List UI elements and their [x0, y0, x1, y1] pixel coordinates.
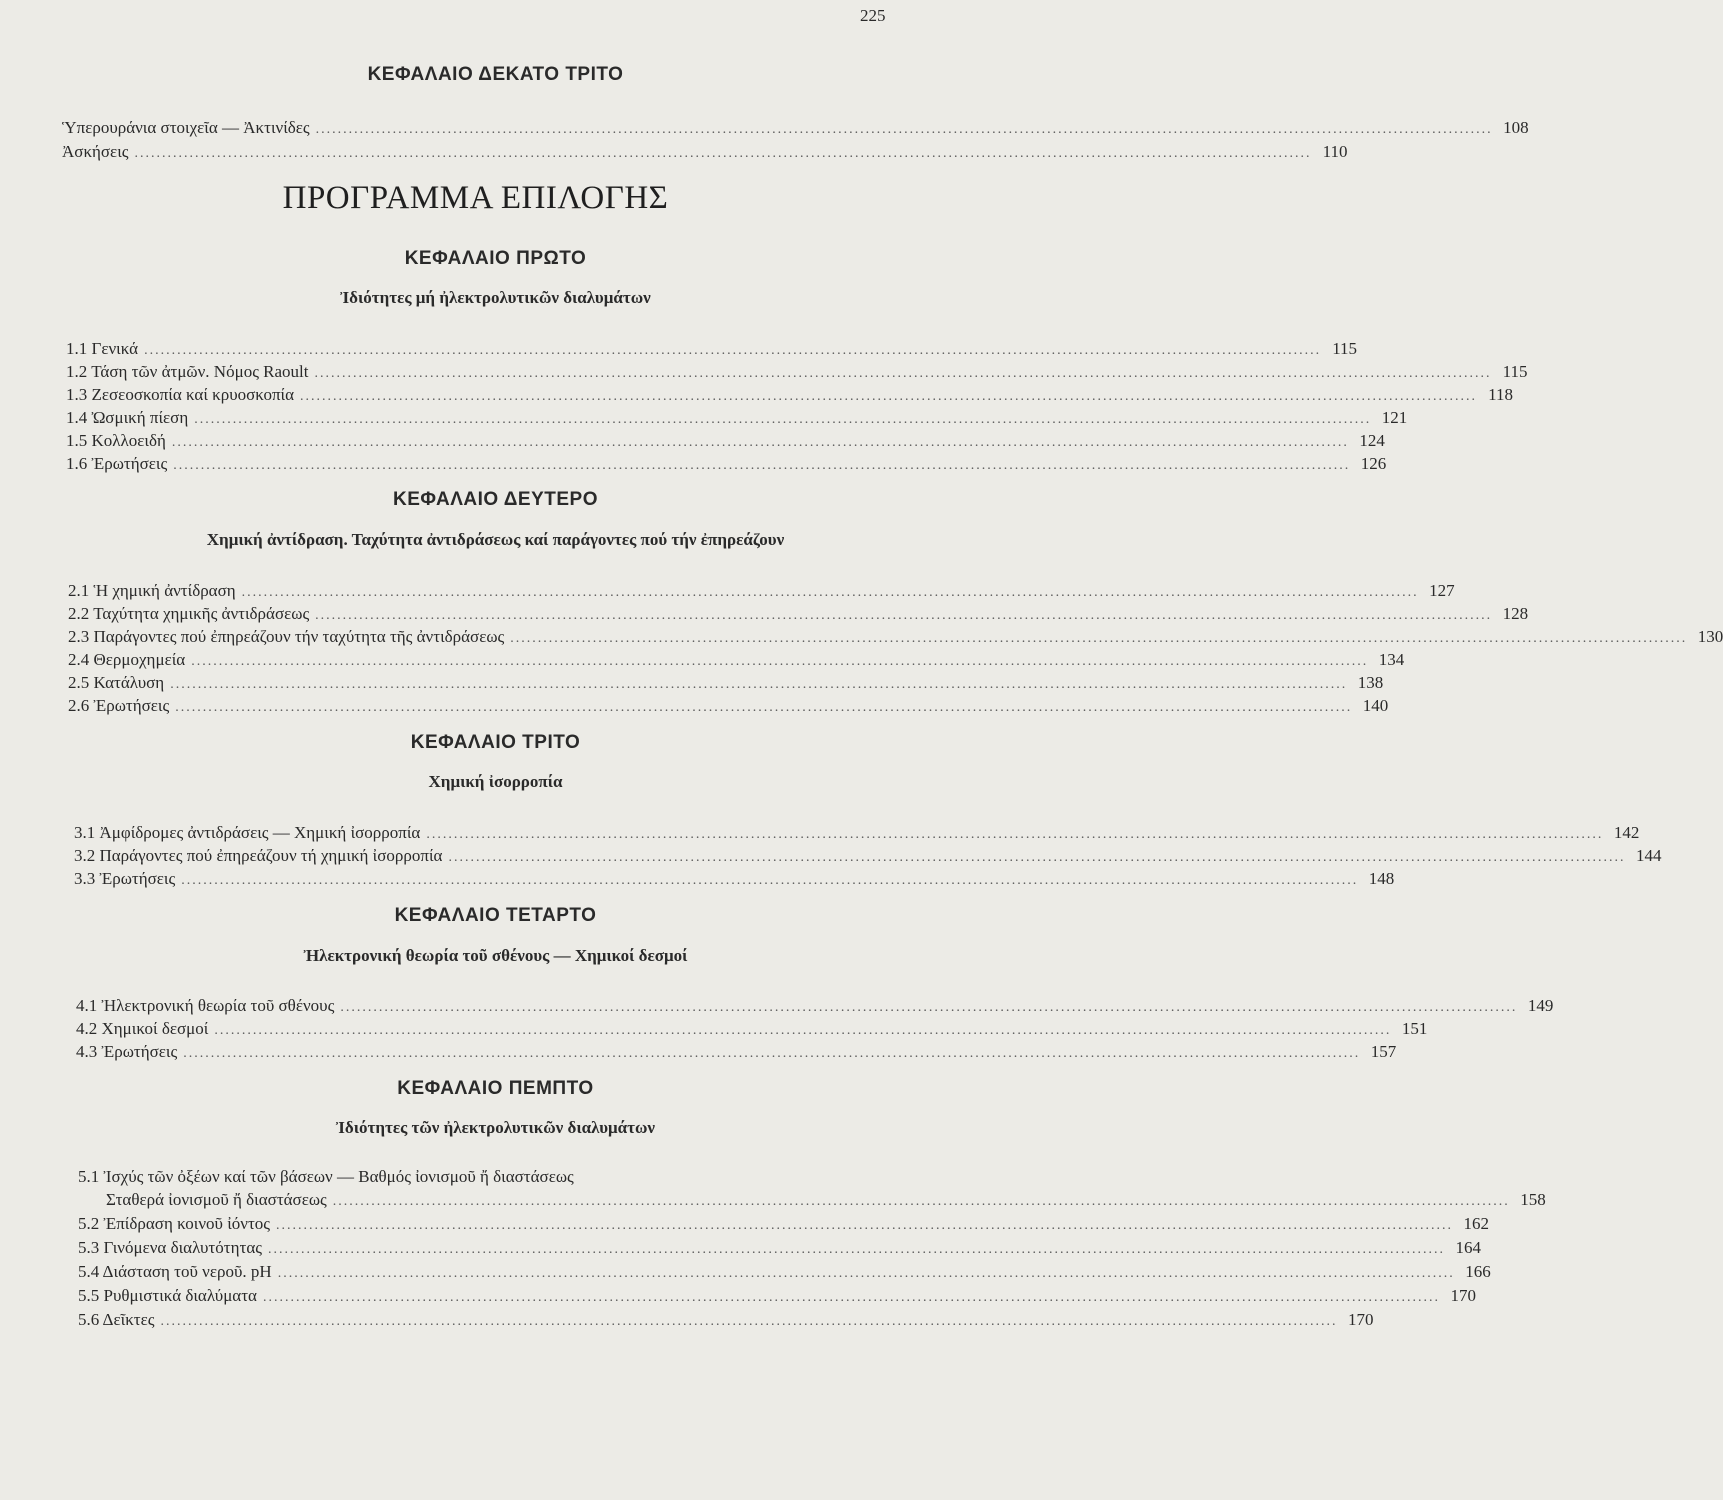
dot-leader: ......................................................................................................................................................................................................................: [332, 1194, 1510, 1209]
toc-entry[interactable]: [66, 430, 1385, 452]
ch5-title: Ἰδιότητες τῶν ἠλεκτρολυτικῶν διαλυμάτων: [336, 1118, 655, 1137]
toc-entry[interactable]: [68, 626, 1723, 648]
toc-entry[interactable]: [66, 453, 1387, 475]
toc-entry[interactable]: [68, 603, 1529, 625]
toc-entry-page: 162: [1463, 1214, 1490, 1233]
toc-entry-label: 1.6 Ἐρωτήσεις: [66, 454, 168, 473]
toc-entry[interactable]: [68, 695, 1389, 717]
dot-leader: ......................................................................................................................................................................................................................: [214, 1023, 1392, 1038]
toc-entry[interactable]: [78, 1237, 1481, 1259]
toc-entry-page: 121: [1381, 408, 1408, 427]
toc-entry-page: 126: [1360, 454, 1387, 473]
toc-entry-label: 1.2 Τάση τῶν ἀτμῶν. Νόμος Raoult: [66, 362, 309, 381]
toc-entry-label: 5.5 Ρυθμιστικά διαλύματα: [78, 1286, 257, 1305]
toc-entry-page: 108: [1503, 118, 1529, 137]
dot-leader: ......................................................................................................................................................................................................................: [314, 366, 1492, 381]
toc-entry-label: 2.4 Θερμοχημεία: [68, 650, 186, 669]
toc-entry-label: 2.2 Ταχύτητα χημικῆς ἀντιδράσεως: [68, 604, 310, 623]
toc-entry-page: 149: [1527, 996, 1554, 1015]
dot-leader: ......................................................................................................................................................................................................................: [267, 1242, 1445, 1257]
toc-entry[interactable]: [78, 1285, 1476, 1307]
dot-leader: ......................................................................................................................................................................................................................: [183, 1046, 1361, 1061]
dot-leader: ......................................................................................................................................................................................................................: [448, 850, 1626, 865]
toc-entry-page: 115: [1332, 339, 1358, 358]
toc-entry[interactable]: [66, 384, 1514, 406]
toc-entry[interactable]: [66, 338, 1358, 360]
dot-leader: ......................................................................................................................................................................................................................: [175, 700, 1353, 715]
ch3-title: Χημική ἰσορροπία: [428, 772, 563, 791]
ch1-title: Ἰδιότητες μή ἠλεκτρολυτικῶν διαλυμάτων: [340, 288, 651, 307]
toc-entry-page: 110: [1322, 142, 1348, 161]
toc-entry-page: 170: [1347, 1310, 1374, 1329]
toc-entry[interactable]: [76, 1041, 1397, 1063]
toc-entry-label: 1.3 Ζεσεοσκοπία καί κρυοσκοπία: [66, 385, 295, 404]
toc-entry-label: 2.1 Ἡ χημική ἀντίδραση: [68, 581, 236, 600]
ch5-heading: ΚΕΦΑΛΑΙΟ ΠΕΜΠΤΟ: [397, 1078, 594, 1099]
toc-entry-label: 1.1 Γενικά: [66, 339, 139, 358]
toc-entry-label: 3.1 Ἀμφίδρομες ἀντιδράσεις — Χημική ἰσορροπία: [74, 823, 421, 842]
toc-entry-page: 151: [1401, 1019, 1428, 1038]
toc-entry-page: 124: [1359, 431, 1385, 450]
toc-entry[interactable]: [62, 141, 1348, 163]
toc-entry[interactable]: [76, 1018, 1428, 1040]
toc-entry-label: 4.1 Ἠλεκτρονική θεωρία τοῦ σθένους: [76, 996, 335, 1015]
toc-entry-label-line1: 5.1 Ἰσχύς τῶν ὀξέων καί τῶν βάσεων — Βαθμός ἰονισμοῦ ἤ διαστάσεως: [78, 1167, 574, 1186]
dot-leader: ......................................................................................................................................................................................................................: [144, 343, 1322, 358]
toc-entry[interactable]: [106, 1189, 1546, 1211]
toc-entry[interactable]: [68, 649, 1405, 671]
toc-entry-page: 157: [1370, 1042, 1397, 1061]
toc-entry-page: 134: [1378, 650, 1405, 669]
ch2-title: Χημική ἀντίδραση. Ταχύτητα ἀντιδράσεως καί παράγοντες πού τήν ἐπηρεάζουν: [206, 530, 785, 549]
dot-leader: ......................................................................................................................................................................................................................: [300, 389, 1478, 404]
dot-leader: ......................................................................................................................................................................................................................: [315, 122, 1493, 137]
ch4-heading: ΚΕΦΑΛΑΙΟ ΤΕΤΑΡΤΟ: [394, 905, 597, 926]
dot-leader: ......................................................................................................................................................................................................................: [262, 1290, 1440, 1305]
dot-leader: ......................................................................................................................................................................................................................: [191, 654, 1369, 669]
toc-entry-label: Σταθερά ἰονισμοῦ ἤ διαστάσεως: [106, 1190, 327, 1209]
dot-leader: ......................................................................................................................................................................................................................: [241, 585, 1419, 600]
toc-entry-page: 144: [1635, 846, 1662, 865]
toc-entry[interactable]: [74, 822, 1640, 844]
toc-entry-label: 2.5 Κατάλυση: [68, 673, 165, 692]
dot-leader: ......................................................................................................................................................................................................................: [181, 873, 1359, 888]
toc-entry-label: 1.5 Κολλοειδή: [66, 431, 166, 450]
toc-entry-label: 1.4 Ὠσμική πίεση: [66, 408, 189, 427]
ch3-heading: ΚΕΦΑΛΑΙΟ ΤΡΙΤΟ: [410, 732, 581, 753]
toc-entry-page: 148: [1368, 869, 1395, 888]
dot-leader: ......................................................................................................................................................................................................................: [510, 631, 1688, 646]
toc-entry-label: Ὑπερουράνια στοιχεῖα — Ἀκτινίδες: [62, 118, 310, 137]
ch4-title: Ἠλεκτρονική θεωρία τοῦ σθένους — Χημικοί δεσμοί: [303, 946, 688, 965]
toc-entry-label: 4.3 Ἐρωτήσεις: [76, 1042, 178, 1061]
toc-entry[interactable]: [78, 1309, 1374, 1331]
dot-leader: ......................................................................................................................................................................................................................: [160, 1314, 1338, 1329]
chapter13-heading: ΚΕΦΑΛΑΙΟ ΔΕΚΑΤΟ ΤΡΙΤΟ: [367, 64, 624, 85]
dot-leader: ......................................................................................................................................................................................................................: [315, 608, 1493, 623]
toc-entry-page: 164: [1455, 1238, 1481, 1257]
toc-entry[interactable]: [68, 672, 1384, 694]
toc-entry-page: 118: [1488, 385, 1514, 404]
dot-leader: ......................................................................................................................................................................................................................: [171, 435, 1349, 450]
toc-entry-page: 140: [1362, 696, 1389, 715]
dot-leader: ......................................................................................................................................................................................................................: [277, 1266, 1455, 1281]
toc-entry-label: 2.3 Παράγοντες πού ἐπηρεάζουν τήν ταχύτητα τῆς ἀντιδράσεως: [68, 627, 505, 646]
dot-leader: ......................................................................................................................................................................................................................: [173, 458, 1351, 473]
toc-entry[interactable]: [74, 845, 1662, 867]
page-number: 225: [860, 6, 886, 25]
toc-entry-label: 5.4 Διάσταση τοῦ νεροῦ. pH: [78, 1262, 272, 1281]
toc-entry-label: 5.3 Γινόμενα διαλυτότητας: [78, 1238, 262, 1257]
toc-entry-page: 115: [1502, 362, 1528, 381]
toc-entry-label: 3.3 Ἐρωτήσεις: [74, 869, 176, 888]
toc-entry[interactable]: [62, 117, 1529, 139]
toc-entry-page: 127: [1429, 581, 1455, 600]
toc-entry[interactable]: [76, 995, 1554, 1017]
toc-entry-label: Ἀσκήσεις: [62, 142, 129, 161]
toc-entry[interactable]: [74, 868, 1395, 890]
toc-entry-label: 3.2 Παράγοντες πού ἐπηρεάζουν τή χημική ἰσορροπία: [74, 846, 443, 865]
ch2-heading: ΚΕΦΑΛΑΙΟ ΔΕΥΤΕΡΟ: [393, 489, 598, 510]
dot-leader: ......................................................................................................................................................................................................................: [276, 1218, 1454, 1233]
toc-entry-label: 2.6 Ἐρωτήσεις: [68, 696, 170, 715]
ch1-heading: ΚΕΦΑΛΑΙΟ ΠΡΩΤΟ: [404, 248, 587, 269]
toc-entry-label: 5.6 Δεῖκτες: [78, 1310, 155, 1329]
toc-entry-page: 128: [1502, 604, 1529, 623]
dot-leader: ......................................................................................................................................................................................................................: [170, 677, 1348, 692]
dot-leader: ......................................................................................................................................................................................................................: [194, 412, 1372, 427]
dot-leader: ......................................................................................................................................................................................................................: [426, 827, 1604, 842]
toc-entry-page: 166: [1465, 1262, 1491, 1281]
toc-entry-label: 4.2 Χημικοί δεσμοί: [76, 1019, 209, 1038]
toc-entry[interactable]: [66, 407, 1408, 429]
toc-entry-page: 142: [1613, 823, 1640, 842]
toc-entry-label: 5.2 Ἐπίδραση κοινοῦ ἰόντος: [78, 1214, 271, 1233]
toc-entry[interactable]: [68, 580, 1455, 602]
program-title: ΠΡΟΓΡΑΜΜΑ ΕΠΙΛΟΓΗΣ: [282, 180, 669, 216]
toc-entry[interactable]: [66, 361, 1528, 383]
toc-entry-page: 130: [1697, 627, 1723, 646]
dot-leader: ......................................................................................................................................................................................................................: [134, 146, 1312, 161]
toc-entry-page: 170: [1450, 1286, 1476, 1305]
toc-entry[interactable]: [78, 1261, 1491, 1283]
toc-entry[interactable]: [78, 1213, 1490, 1235]
toc-entry-page: 138: [1357, 673, 1384, 692]
dot-leader: ......................................................................................................................................................................................................................: [340, 1000, 1518, 1015]
toc-entry-page: 158: [1520, 1190, 1546, 1209]
